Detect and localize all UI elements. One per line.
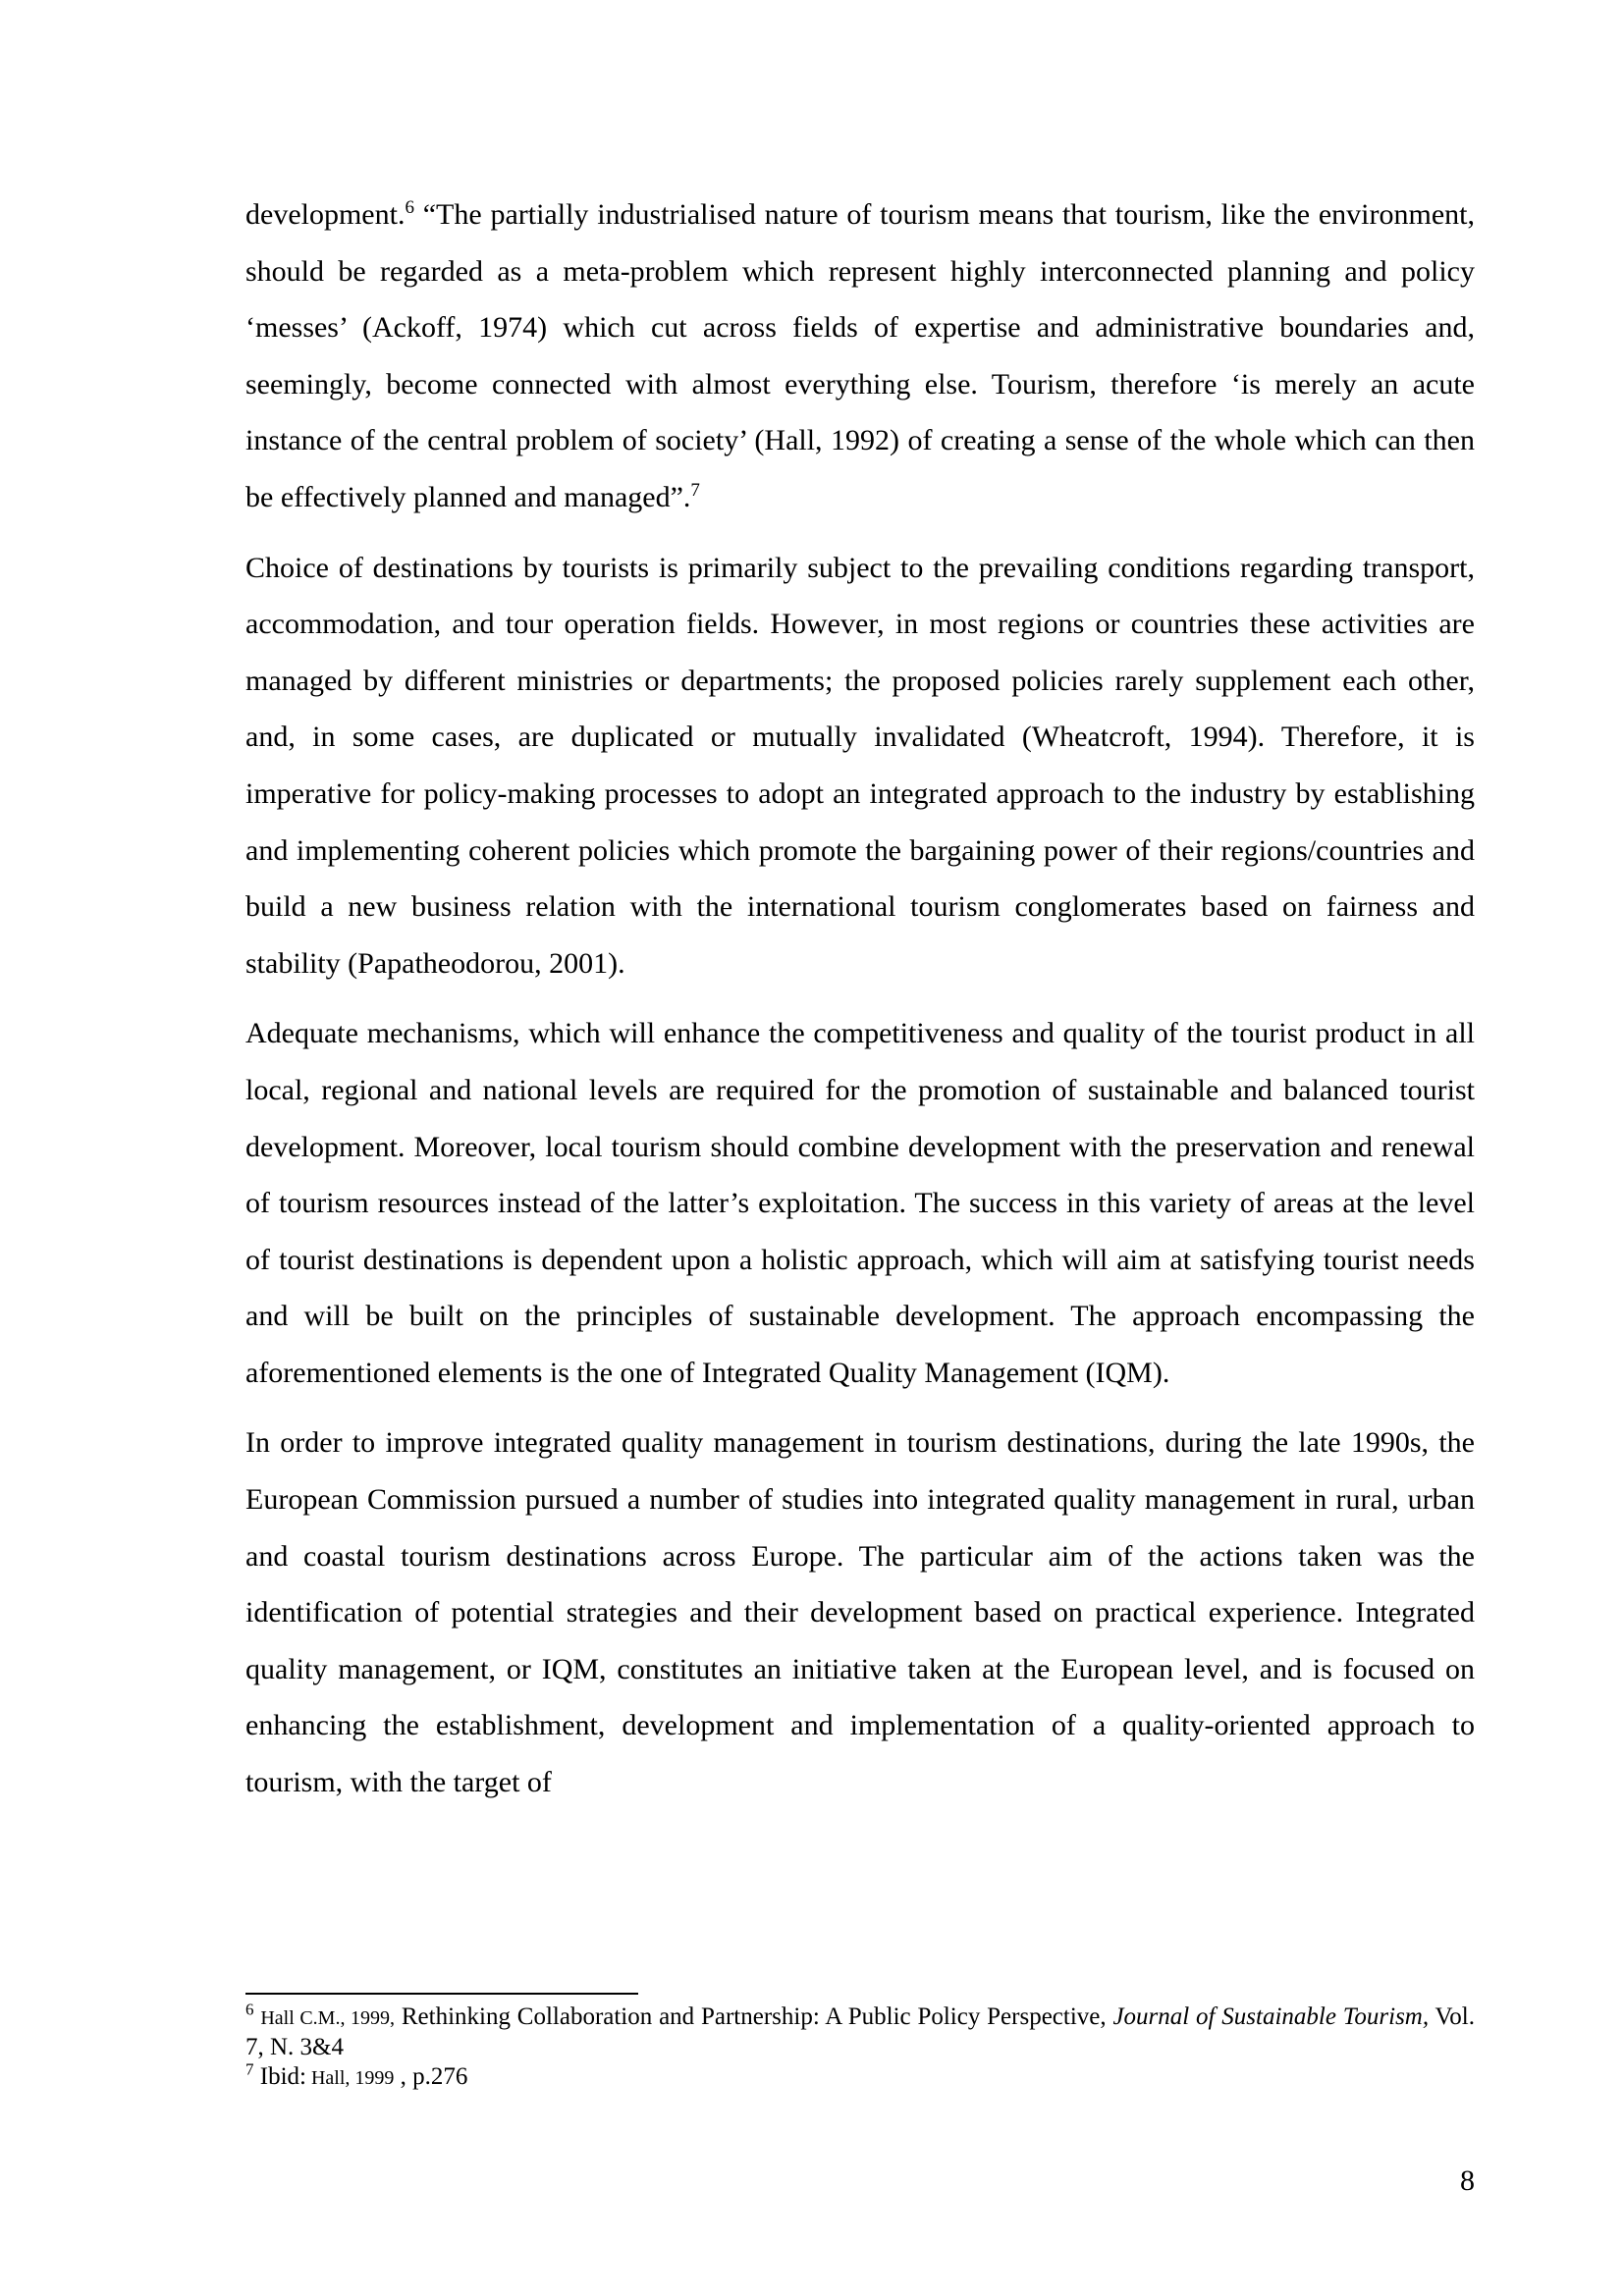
- footnote-ref-6: 6: [405, 197, 414, 218]
- paragraph-1: [245, 187, 1475, 526]
- footnote-6: [245, 2002, 1475, 2062]
- footnote-6-mark: 6: [245, 2000, 254, 2019]
- paragraph-3: Adequate mechanisms, which will enhance the competitiveness and quality of the tourist product in all local, regional and national levels are required for the promotion of sustainable and balanced tourist development. Moreover, local tourism should combine development with the preservation and renewal of tourism resources instead of the latter’s exploitation. The success in this variety of areas at the level of tourist destinations is dependent upon a holistic approach, which will aim at satisfying tourist needs and will be built on the principles of sustainable development. The approach encompassing the aforementioned elements is the one of Integrated Quality Management (IQM).: [245, 1017, 1475, 1389]
- paragraph-1-start: development.: [245, 198, 406, 231]
- footnote-7-prefix: Ibid:: [253, 2063, 306, 2090]
- footnote-separator: [245, 1993, 638, 1995]
- footnote-7-ref: Hall, 1999: [305, 2067, 395, 2089]
- footnote-6-title: Rethinking Collaboration and Partnership: A Public Policy Perspective,: [395, 2003, 1113, 2030]
- footnotes: [245, 2002, 1475, 2093]
- page-number: 8: [1460, 2164, 1475, 2197]
- footnote-7: [245, 2059, 1475, 2093]
- paragraph-4: In order to improve integrated quality management in tourism destinations, during the late 1990s, the European Commission pursued a number of studies into integrated quality management in rural, urban and coastal tourism destinations across Europe. The particular aim of the actions taken was the identification of potential strategies and their development based on practical experience. Integrated quality management, or IQM, constitutes an initiative taken at the European level, and is focused on enhancing the establishment, development and implementation of a quality-oriented approach to tourism, with the target of: [245, 1426, 1475, 1799]
- footnote-6-journal: Journal of Sustainable Tourism,: [1112, 2003, 1430, 2030]
- footnote-7-mark: 7: [245, 2059, 254, 2079]
- body-text: [245, 187, 1475, 1825]
- footnote-6-volume: Vol. 7, N. 3&4: [245, 2003, 1476, 2060]
- footnote-ref-7: 7: [690, 479, 700, 501]
- footnote-6-author: Hall C.M., 1999,: [260, 2007, 396, 2029]
- paragraph-2: Choice of destinations by tourists is primarily subject to the prevailing conditions regarding transport, accommodation, and tour operation fields. However, in most regions or countries these activities are managed by different ministries or departments; the proposed policies rarely supplement each other, and, in some cases, are duplicated or mutually invalidated (Wheatcroft, 1994). Therefore, it is imperative for policy-making processes to adopt an integrated approach to the industry by establishing and implementing coherent policies which promote the bargaining power of their regions/countries and build a new business relation with the international tourism conglomerates based on fairness and stability (Papatheodorou, 2001).: [245, 551, 1475, 980]
- hall-quote: “The partially industrialised nature of tourism means that tourism, like the environment, should be regarded as a meta-problem which represent highly interconnected planning and policy ‘messes’ (Ackoff, 1974) which cut across fields of expertise and administrative boundaries and, seemingly, become connected with almost everything else. Tourism, therefore ‘is merely an acute instance of the central problem of society’ (Hall, 1992) of creating a sense of the whole which can then be effectively planned and managed”.: [245, 198, 1475, 513]
- footnote-7-page: , p.276: [394, 2063, 468, 2090]
